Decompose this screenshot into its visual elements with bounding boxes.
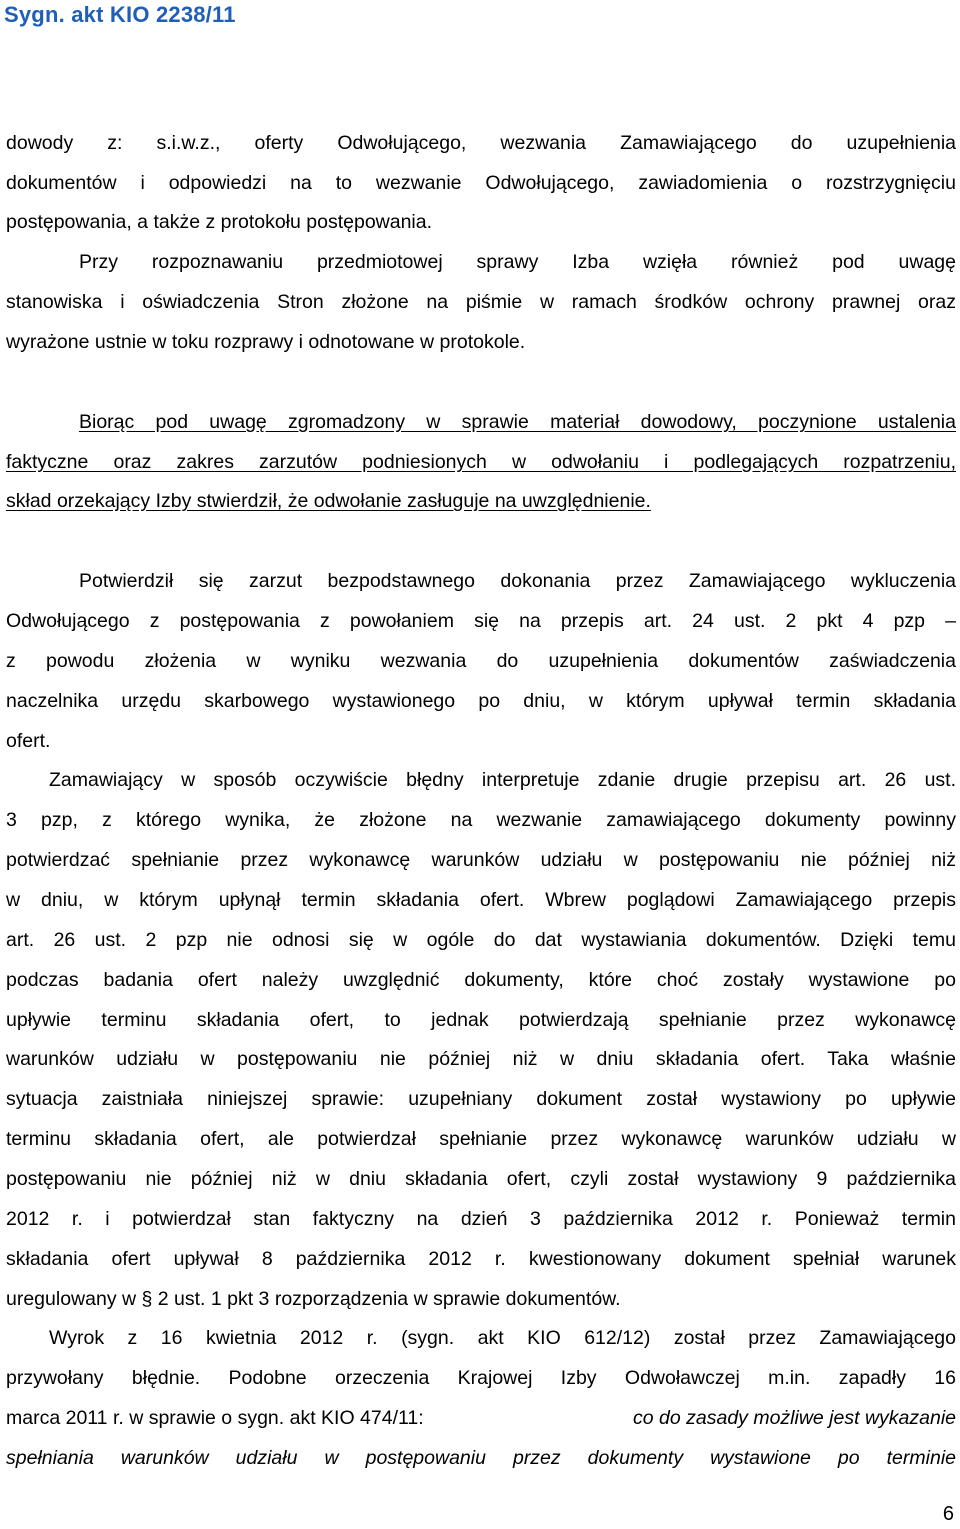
text-line: warunków udziału w postępowaniu nie później niż w dniu składania ofert. Taka właśnie	[6, 1048, 956, 1070]
text-line: dokumentów i odpowiedzi na to wezwanie Odwołującego, zawiadomienia o rozstrzygnięciu	[6, 172, 956, 194]
text-line: skład orzekający Izby stwierdził, że odwołanie zasługuje na uwzględnienie.	[6, 490, 651, 512]
text-line: art. 26 ust. 2 pzp nie odnosi się w ogóle do dat wystawiania dokumentów. Dzięki temu	[6, 929, 956, 951]
text-line: składania ofert upływał 8 października 2012 r. kwestionowany dokument spełniał warunek	[6, 1248, 956, 1270]
text-line: uregulowany w § 2 ust. 1 pkt 3 rozporządzenia w sprawie dokumentów.	[6, 1288, 621, 1310]
text-line: dowody z: s.i.w.z., oferty Odwołującego, wezwania Zamawiającego do uzupełnienia	[6, 132, 956, 154]
text-line: stanowiska i oświadczenia Stron złożone na piśmie w ramach środków ochrony prawnej oraz	[6, 291, 956, 313]
text-line: sytuacja zaistniała niniejszej sprawie: uzupełniany dokument został wystawiony po upływie	[6, 1088, 956, 1110]
text-line: 3 pzp, z którego wynika, że złożone na wezwanie zamawiającego dokumenty powinny	[6, 809, 956, 831]
text-line: Wyrok z 16 kwietnia 2012 r. (sygn. akt KIO 612/12) został przez Zamawiającego	[49, 1327, 956, 1349]
text-segment: marca 2011 r. w sprawie o sygn. akt KIO 474/11:	[6, 1407, 424, 1429]
text-line: w dniu, w którym upłynął termin składania ofert. Wbrew poglądowi Zamawiającego przepis	[6, 889, 956, 911]
case-number-header: Sygn. akt KIO 2238/11	[4, 2, 236, 27]
text-line: z powodu złożenia w wyniku wezwania do uzupełnienia dokumentów zaświadczenia	[6, 650, 956, 672]
text-line: terminu składania ofert, ale potwierdzał spełnianie przez wykonawcę warunków udziału w	[6, 1128, 956, 1150]
text-line: naczelnika urzędu skarbowego wystawionego po dniu, w którym upływał termin składania	[6, 690, 956, 712]
text-line: wyrażone ustnie w toku rozprawy i odnotowane w protokole.	[6, 331, 526, 353]
text-line-mixed	[6, 1406, 956, 1430]
text-line: potwierdzać spełnianie przez wykonawcę warunków udziału w postępowaniu nie później niż	[6, 849, 956, 871]
text-line: postępowania, a także z protokołu postępowania.	[6, 211, 433, 233]
italic-quote-line: spełniania warunków udziału w postępowaniu przez dokumenty wystawione po terminie	[6, 1447, 956, 1469]
text-line: Przy rozpoznawaniu przedmiotowej sprawy Izba wzięła również pod uwagę	[79, 251, 956, 273]
text-line: przywołany błędnie. Podobne orzeczenia Krajowej Izby Odwoławczej m.in. zapadły 16	[6, 1367, 956, 1389]
text-line: Odwołującego z postępowania z powołaniem się na przepis art. 24 ust. 2 pkt 4 pzp –	[6, 610, 956, 632]
page-number: 6	[942, 1503, 954, 1525]
text-line: upływie terminu składania ofert, to jednak potwierdzają spełnianie przez wykonawcę	[6, 1009, 956, 1031]
text-line: Zamawiający w sposób oczywiście błędny interpretuje zdanie drugie przepisu art. 26 ust.	[49, 769, 956, 791]
text-line: Potwierdził się zarzut bezpodstawnego dokonania przez Zamawiającego wykluczenia	[79, 570, 956, 592]
text-line: podczas badania ofert należy uwzględnić dokumenty, które choć zostały wystawione po	[6, 969, 956, 991]
text-line: faktyczne oraz zakres zarzutów podniesionych w odwołaniu i podlegających rozpatrzeniu,	[6, 451, 956, 473]
text-line: Biorąc pod uwagę zgromadzony w sprawie materiał dowodowy, poczynione ustalenia	[79, 411, 956, 433]
text-line: ofert.	[6, 730, 51, 752]
italic-quote-segment: co do zasady możliwe jest wykazanie	[633, 1407, 956, 1429]
text-line: postępowaniu nie później niż w dniu składania ofert, czyli został wystawiony 9 października	[6, 1168, 956, 1190]
text-line: 2012 r. i potwierdzał stan faktyczny na dzień 3 października 2012 r. Ponieważ termin	[6, 1208, 956, 1230]
